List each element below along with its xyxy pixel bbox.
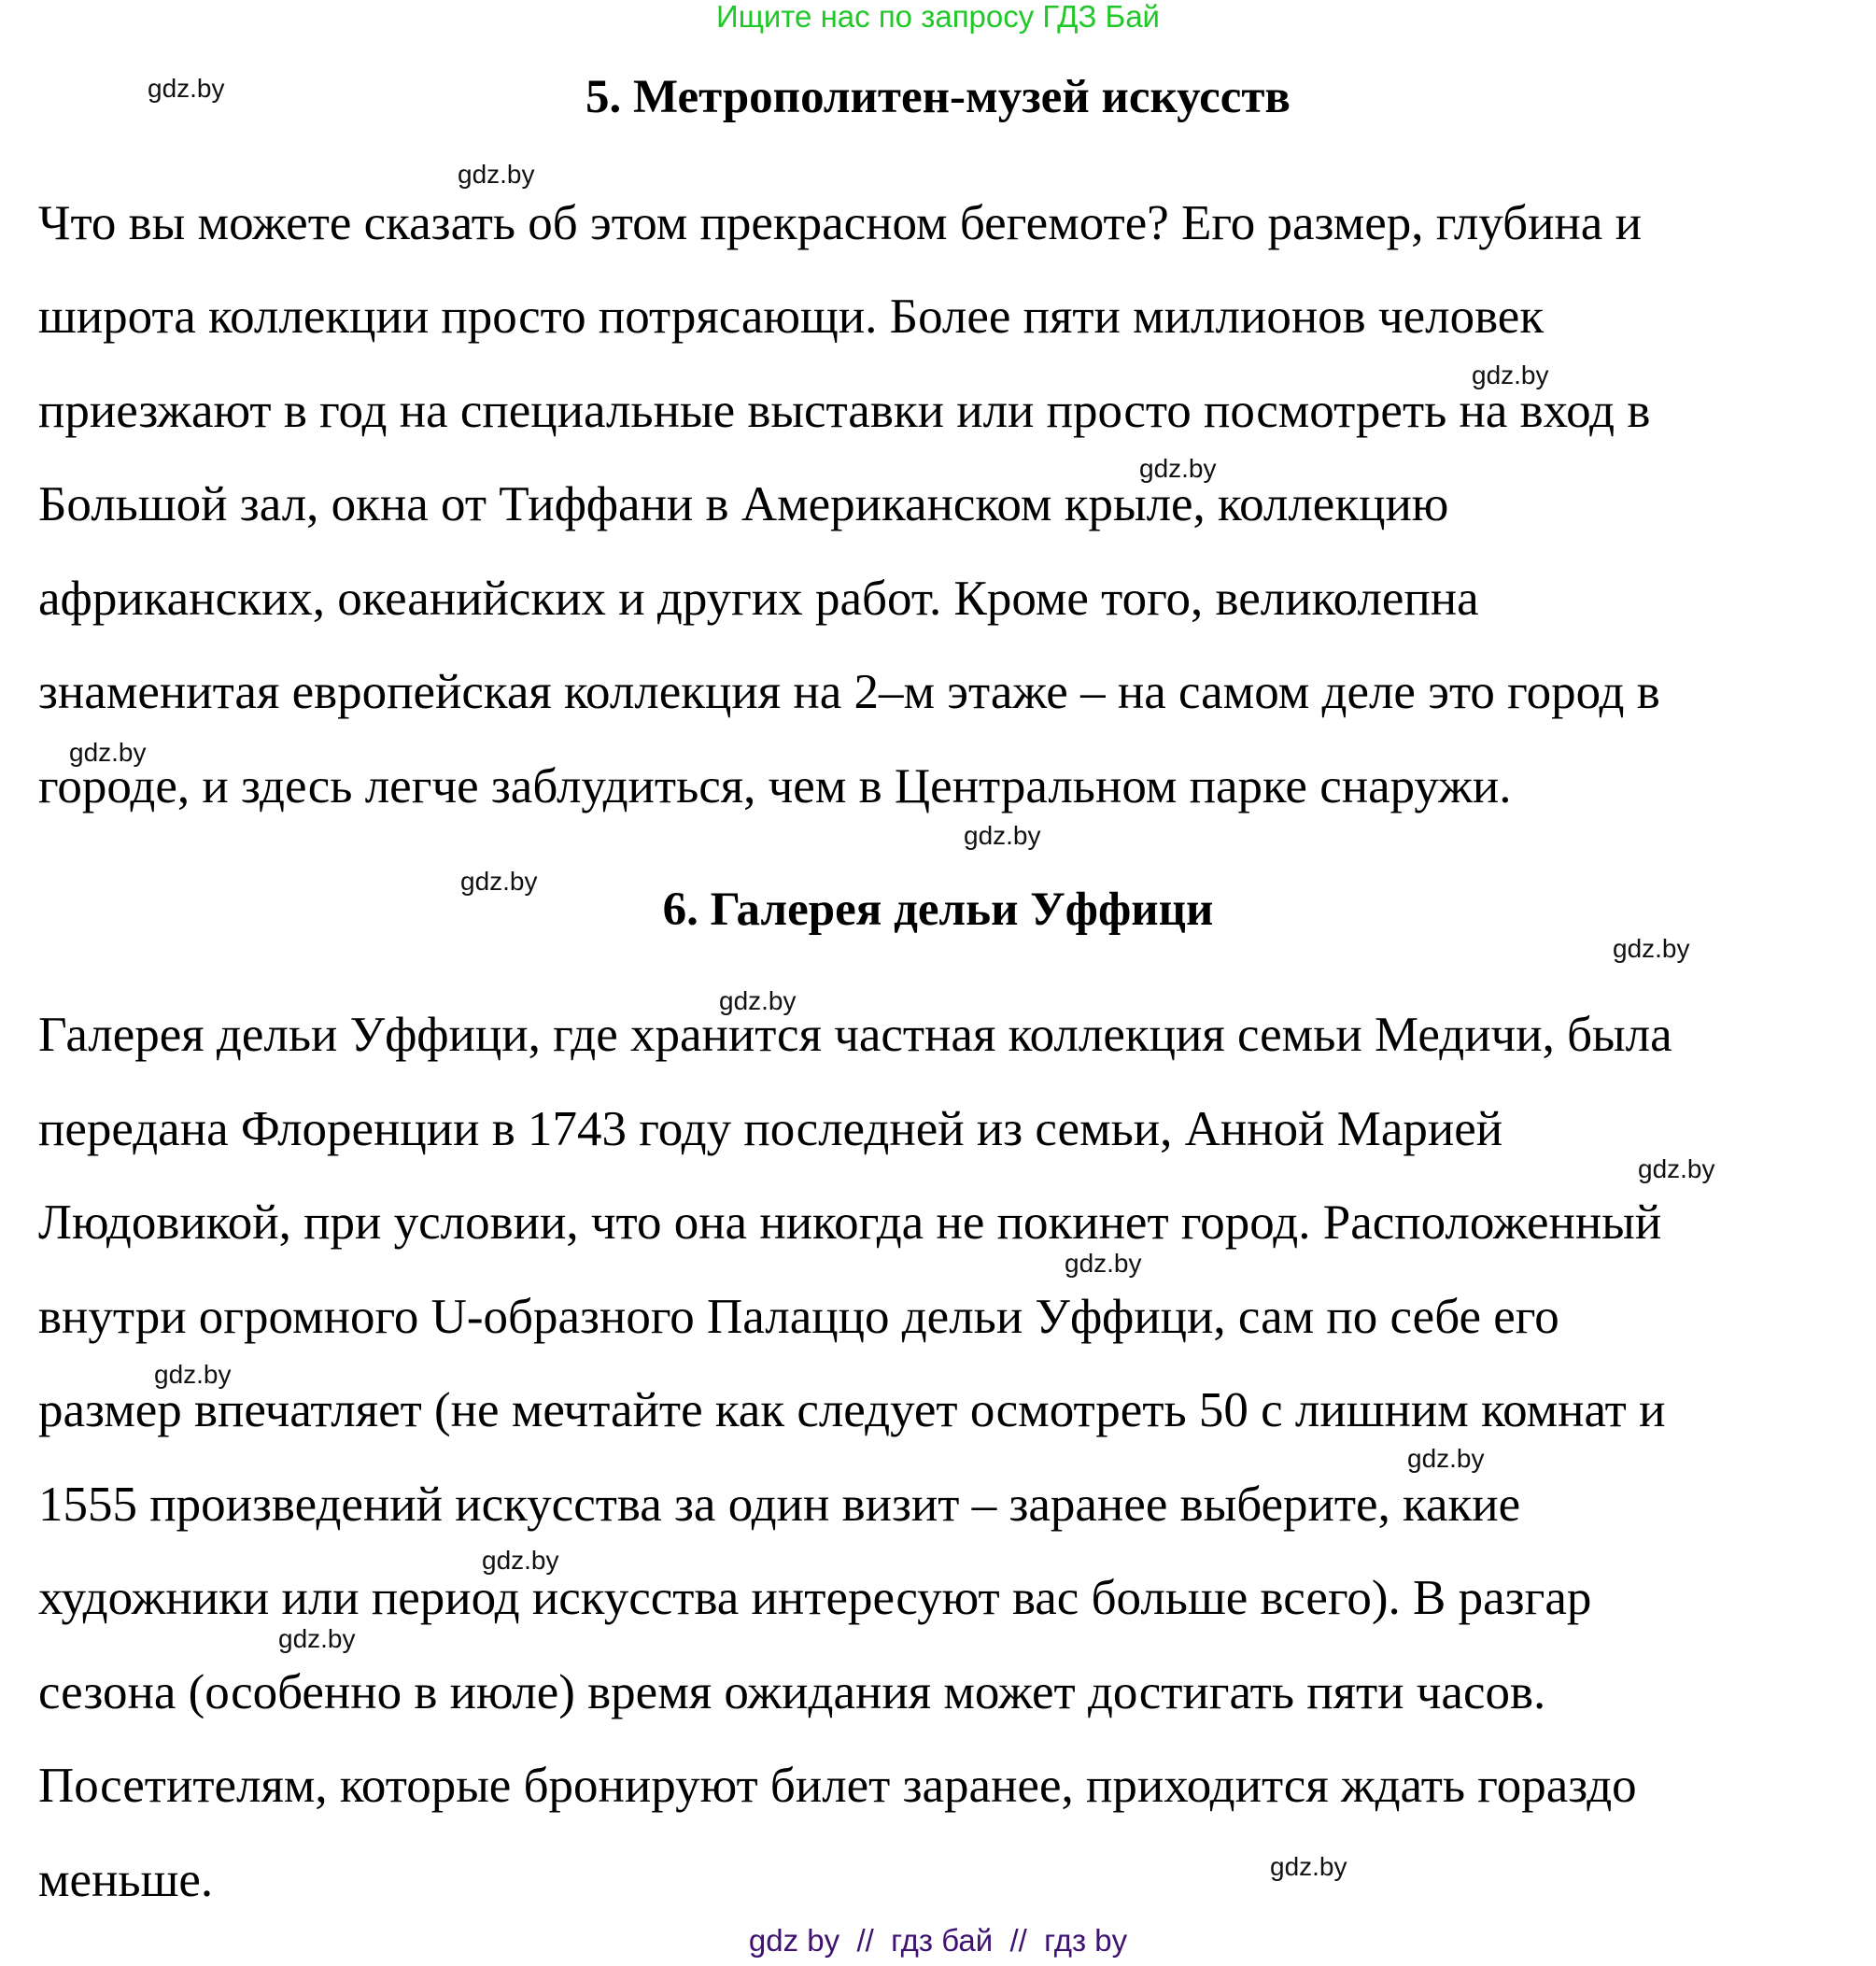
footer-links: gdz by // гдз бай // гдз by xyxy=(748,1923,1128,1958)
watermark: gdz.by xyxy=(1065,1249,1142,1278)
watermark: gdz.by xyxy=(278,1624,356,1653)
section-6-line: Галерея дельи Уффици, где хранится частная коллекция семьи Медичи, была xyxy=(38,1008,1672,1062)
watermark: gdz.by xyxy=(1613,934,1690,963)
section-6-line: внутри огромного U-образного Палаццо дельи Уффици, сам по себе его xyxy=(38,1290,1559,1344)
watermark: gdz.by xyxy=(460,867,538,896)
section-5-line: широта коллекции просто потрясающи. Более пяти миллионов человек xyxy=(38,290,1545,344)
section-6-line: сезона (особенно в июле) время ожидания может достигать пяти часов. xyxy=(38,1665,1546,1719)
section-5-title: 5. Метрополитен-музей искусств xyxy=(585,71,1291,123)
watermark: gdz.by xyxy=(719,986,797,1015)
watermark: gdz.by xyxy=(1139,454,1217,483)
watermark: gdz.by xyxy=(482,1546,559,1575)
section-6-line: художники или период искусства интересуют вас больше всего). В разгар xyxy=(38,1571,1592,1625)
section-5-line: знаменитая европейская коллекция на 2–м этаже – на самом деле это город в xyxy=(38,665,1660,719)
section-5-line: городе, и здесь легче заблудиться, чем в Центральном парке снаружи. xyxy=(38,759,1512,813)
watermark: gdz.by xyxy=(1638,1154,1715,1183)
section-6-title: 6. Галерея дельи Уффици xyxy=(662,884,1214,936)
section-6-line: Посетителям, которые бронируют билет заранее, приходится ждать гораздо xyxy=(38,1759,1637,1813)
section-5-line: африканских, океанийских и других работ. Кроме того, великолепна xyxy=(38,572,1479,626)
section-5-line: Что вы можете сказать об этом прекрасном бегемоте? Его размер, глубина и xyxy=(38,196,1642,250)
watermark: gdz.by xyxy=(148,74,225,103)
section-6-line: передана Флоренции в 1743 году последней из семьи, Анной Марией xyxy=(38,1102,1503,1156)
section-5-line: приезжают в год на специальные выставки или просто посмотреть на вход в xyxy=(38,384,1651,438)
watermark: gdz.by xyxy=(1270,1852,1347,1881)
watermark: gdz.by xyxy=(458,160,535,189)
watermark: gdz.by xyxy=(69,738,147,767)
section-6-line: Людовикой, при условии, что она никогда не покинет город. Расположенный xyxy=(38,1195,1662,1250)
watermark: gdz.by xyxy=(1407,1444,1485,1473)
search-banner: Ищите нас по запросу ГДЗ Бай xyxy=(716,0,1160,34)
watermark: gdz.by xyxy=(964,821,1041,850)
watermark: gdz.by xyxy=(154,1360,232,1389)
section-6-line: 1555 произведений искусства за один визит – заранее выберите, какие xyxy=(38,1478,1521,1532)
watermark: gdz.by xyxy=(1472,361,1549,389)
section-6-line: размер впечатляет (не мечтайте как следует осмотреть 50 с лишним комнат и xyxy=(38,1383,1666,1437)
section-5-line: Большой зал, окна от Тиффани в Американском крыле, коллекцию xyxy=(38,477,1449,531)
section-6-line: меньше. xyxy=(38,1853,214,1907)
